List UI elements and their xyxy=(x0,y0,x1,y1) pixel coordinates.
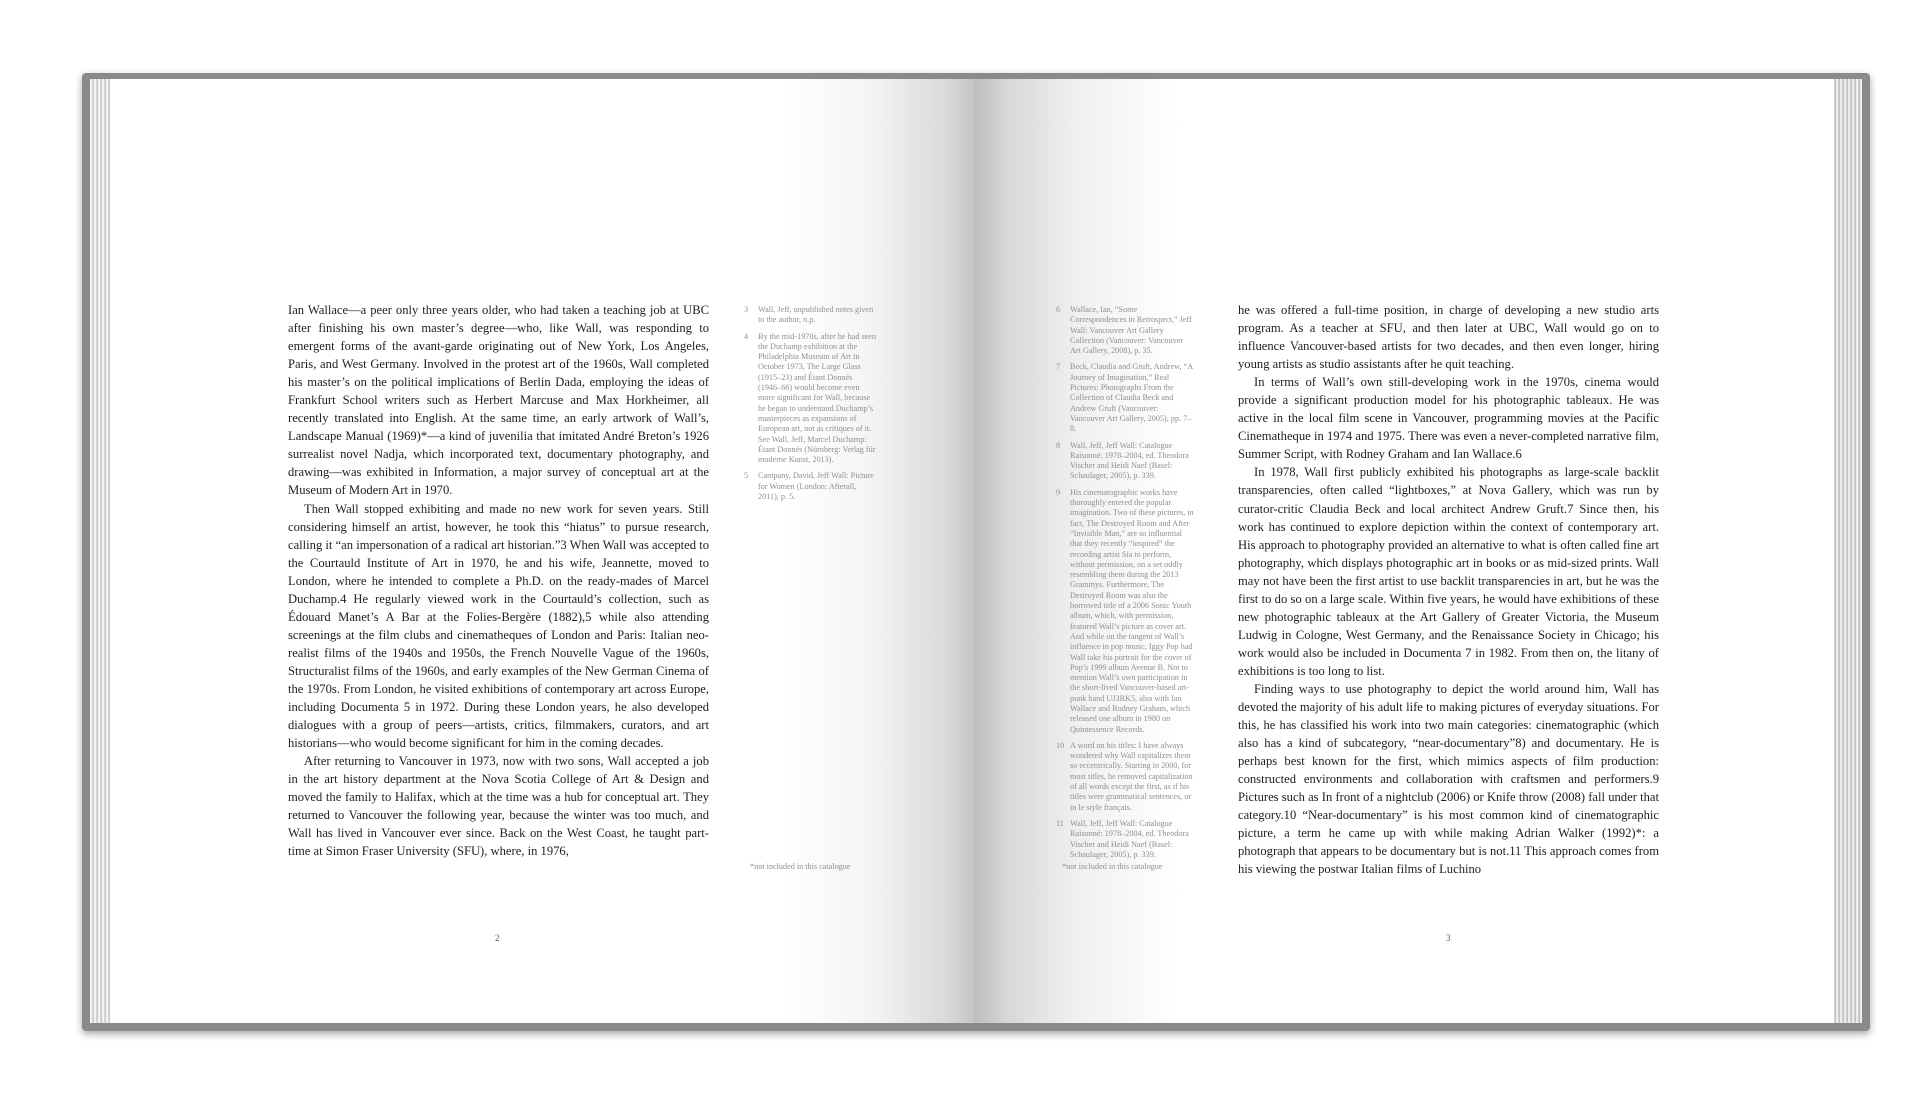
footnote-text: His cinematographic works have thoroughly entered the popular imagination. Two of these pictures, in fact, The Destroyed Room and After “Invisible Man,” are so influential that they recently “inspired” the recording artist Sia to perform, without permission, on a set oddly resembling them during the 2013 Grammys. Furthermore, The Destroyed Room was also the borrowed title of a 2006 Sonic Youth album, which, with permission, featured Wall’s picture as cover art. And while on the tangent of Wall’s influence in pop music, Iggy Pop had Wall take his portrait for the cover of Pop’s 1999 album Avenue B. Not to mention Wall’s own participation in the short-lived Vancouver-based art-punk band UJ3RK5, also with Ian Wallace and Rodney Graham, which released one album in 1980 on Quintessence Records. xyxy=(1070,487,1194,734)
footnote-text: Wall, Jeff, Jeff Wall: Catalogue Raisonné: 1978–2004, ed. Theodora Vischer and Heidi Naef (Basel: Schaulager, 2005), p. 339. xyxy=(1070,440,1189,481)
footnote-number: 6 xyxy=(1056,305,1061,314)
footnote xyxy=(1056,362,1194,434)
footnote xyxy=(744,471,876,502)
left-paragraph: After returning to Vancouver in 1973, now with two sons, Wall accepted a job in the art history department at the Nova Scotia College of Art & Design and moved the family to Halifax, which at the time was a hub for conceptual art. They returned to Vancouver the following year, because the winter was too much, and Wall has lived in Vancouver ever since. Back on the West Coast, he taught part-time at Simon Fraser University (SFU), where, in 1976, xyxy=(288,754,709,859)
footnote xyxy=(744,305,876,326)
right-catalogue-note: *not included in this catalogue xyxy=(1062,862,1163,871)
footnote-number: 9 xyxy=(1056,487,1061,497)
footnote-number: 11 xyxy=(1056,818,1064,828)
right-paragraph: Finding ways to use photography to depict the world around him, Wall has devoted the majority of his adult life to making pictures of everyday situations. For this, he has classified his work into two main categories: cinematographic (which also has a kind of subcategory, “near-documentary”8) and documentary. He is perhaps best known for the first, which mimics aspects of film production: constructed environments and collaboration with craftsmen and performers.9 Pictures such as In front of a nightclub (2006) or Knife throw (2008) fall under that category.10 “Near-documentary” is his most common kind of cinematographic picture, a term he came up with while making Adrian Walker (1992)*: a photograph that appears to be documentary but is not.11 This approach comes from his viewing the postwar Italian films of Luchino xyxy=(1238,681,1659,877)
footnote-text: Wall, Jeff, Jeff Wall: Catalogue Raisonné: 1978–2004, ed. Theodora Vischer and Heidi Naef (Basel: Schaulager, 2005), p. 339. xyxy=(1070,818,1189,859)
footnote xyxy=(1056,819,1194,860)
footnote-number: 7 xyxy=(1056,362,1061,372)
footnote xyxy=(744,332,876,466)
left-sidenotes xyxy=(744,305,876,508)
left-catalogue-note: *not included in this catalogue xyxy=(750,862,851,871)
right-page-number: 3 xyxy=(1446,933,1451,943)
right-paragraph: In 1978, Wall first publicly exhibited his photographs as large-scale backlit transparencies, often called “lightboxes,” at Nova Gallery, which was run by curator-critic Claudia Beck and local architect Andrew Gruft.7 Since then, his work has continued to explore depiction within the context of contemporary art. His approach to photography provided an alternative to what is often called fine art photography, which displays photographic art in books or as mid-sized prints. Wall may not have been the first artist to use backlit transparencies in art, but he was the first to do so on a large scale. Within five years, he would have exhibitions of these new photographic tableaux at the Art Gallery of Greater Victoria, the Museum Ludwig in Cologne, West Germany, and the Renaissance Society in Chicago; his work would also be included in Documenta 7 in 1982. From then on, the litany of exhibitions is too long to list. xyxy=(1238,465,1659,678)
footnote-text: Beck, Claudia and Gruft, Andrew, “A Journey of Imagination,” Real Pictures: Photographs From the Collection of Claudia Beck and Andrew Gruft (Vancouver: Vancouver Art Gallery, 2005), pp. 7–8. xyxy=(1070,362,1193,434)
right-sidenotes xyxy=(1056,305,1194,866)
footnote xyxy=(1056,305,1194,356)
footnote-number: 3 xyxy=(744,305,749,314)
left-body-text xyxy=(288,301,709,860)
page-edges-right xyxy=(1832,79,1862,1023)
footnote-text: Campany, David, Jeff Wall: Picture for Women (London: Afterall, 2011), p. 5. xyxy=(758,471,874,502)
footnote-text: Wall, Jeff, unpublished notes given to the author, n.p. xyxy=(758,305,874,325)
right-paragraph: he was offered a full-time position, in charge of developing a new studio arts program. As a teacher at SFU, and then later at UBC, Wall would go on to influence Vancouver-based artists for two decades, and then even longer, hiring young artists as studio assistants after he quit teaching. xyxy=(1238,303,1659,372)
left-paragraph: Then Wall stopped exhibiting and made no new work for seven years. Still considering himself an artist, however, he took this “hiatus” to pursue research, calling it “an impersonation of a radical art historian.”3 When Wall was accepted to the Courtauld Institute of Art in 1970, he and his wife, Jeannette, moved to London, where he intended to complete a Ph.D. on the ready-mades of Marcel Duchamp.4 He regularly viewed work in the Courtauld’s collection, such as Édouard Manet’s A Bar at the Folies-Bergère (1882),5 while also attending screenings at the film clubs and cinematheques of London and Paris: Italian neo-realist films of the 1940s and 1950s, the French Nouvelle Vague of the 1960s, Structuralist films of the 1960s, and early examples of the New German Cinema of the 1970s. From London, he visited exhibitions of contemporary art across Europe, including Documenta 5 in 1972. During these London years, he also developed dialogues with a group of peers—artists, critics, filmmakers, curators, and art historians—who would become significant for him in the coming decades. xyxy=(288,501,709,751)
footnote xyxy=(1056,441,1194,482)
left-paragraph: Ian Wallace—a peer only three years older, who had taken a teaching job at UBC after finishing his own master’s degree—who, like Wall, was responding to emergent forms of the avant-garde originating out of New York, Los Angeles, Paris, and West Germany. Involved in the protest art of the 1960s, Wall completed his master’s on the political implications of Berlin Dada, employing the ideas of Frankfurt School writers such as Herbert Marcuse and Max Horkheimer, all recently translated into English. At the same time, an early artwork of Wall’s, Landscape Manual (1969)*—a kind of juvenilia that imitated André Breton’s 1926 surrealist novel Nadja, which incorporated text, documentary photography, and drawing—was exhibited in Information, a major survey of conceptual art at the Museum of Modern Art in 1970. xyxy=(288,303,709,498)
right-body-text xyxy=(1238,301,1659,879)
footnote-number: 5 xyxy=(744,471,749,481)
left-page-number: 2 xyxy=(495,933,500,943)
page-edges-left xyxy=(90,79,112,1023)
footnote-number: 10 xyxy=(1056,740,1065,750)
footnote-text: By the mid-1970s, after he had seen the Duchamp exhibition at the Philadelphia Museum of Art in October 1973, The Large Glass (1915–23) and Étant Donnés (1946–66) would become even more significant for Wall, because he began to understand Duchamp’s masterpieces as expansions of European art, not as critiques of it. See Wall, Jeff, Marcel Duchamp: Étant Donnés (Nürnberg: Verlag für moderne Kunst, 2013). xyxy=(758,331,877,465)
right-paragraph: In terms of Wall’s own still-developing work in the 1970s, cinema would provide a significant production model for his photographic tableaux. He was active in the local film scene in Vancouver, programming movies at the Pacific Cinematheque in 1974 and 1975. There was even a never-completed narrative film, Summer Script, with Rodney Graham and Ian Wallace.6 xyxy=(1238,375,1659,462)
footnote-text: A word on his titles: I have always wondered why Wall capitalizes them so eccentrically. Starting in 2000, for most titles, he removed capitalization of all words except the first, as if his titles were grammatical sentences, or in le style français. xyxy=(1070,740,1193,812)
footnote xyxy=(1056,741,1194,813)
footnote-number: 8 xyxy=(1056,440,1061,450)
footnote xyxy=(1056,488,1194,735)
footnote-text: Wallace, Ian, “Some Correspondences in Retrospect,” Jeff Wall: Vancouver Art Gallery Collection (Vancouver: Vancouver Art Gallery, 2008), p. 35. xyxy=(1070,305,1192,356)
footnote-number: 4 xyxy=(744,331,749,341)
